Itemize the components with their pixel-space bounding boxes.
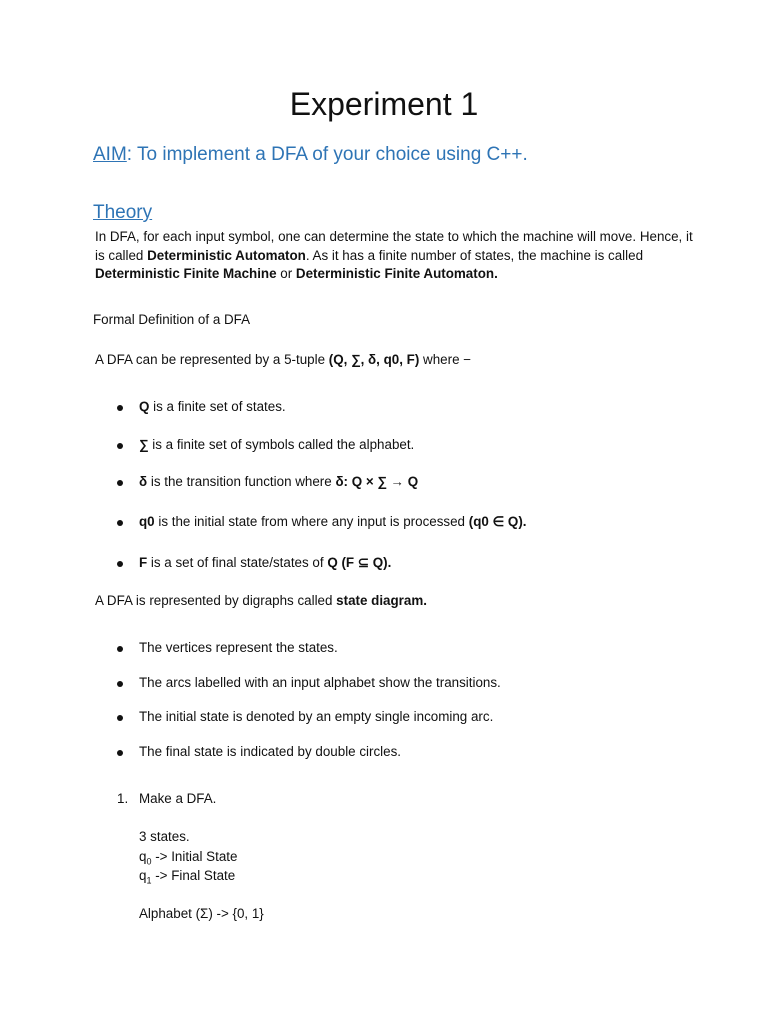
- tuple-bold: (Q, ∑, δ, q0, F): [328, 352, 420, 367]
- task-states: 3 states.: [139, 829, 190, 844]
- tuple-suffix: where −: [419, 352, 472, 367]
- theory-text-3: or: [276, 266, 296, 281]
- theory-text-1: In DFA, for each input symbol, one can determine the state to which the machine will move. Hence, it is called: [95, 229, 693, 263]
- def-item-sigma: ∑ is a finite set of symbols called the alphabet.: [139, 437, 415, 452]
- diagram-item: The arcs labelled with an input alphabet show the transitions.: [139, 675, 501, 690]
- theory-bold-2: Deterministic Finite Machine: [95, 266, 277, 281]
- task-alphabet: Alphabet (Σ) -> {0, 1}: [139, 906, 264, 921]
- theory-text-2: . As it has a finite number of states, the machine is called: [305, 247, 644, 263]
- def-item-q: Q is a finite set of states.: [139, 399, 286, 414]
- bullet-dot: [117, 443, 123, 449]
- bullet-dot: [117, 405, 123, 411]
- task-q1: $q_1$ -> Final State: [139, 868, 236, 886]
- digraph-text: A DFA is represented by digraphs called: [95, 593, 337, 608]
- page-title: Experiment 1: [289, 86, 479, 122]
- bullet-dot: [117, 715, 123, 721]
- theory-heading: Theory: [93, 202, 153, 223]
- bullet-dot: [117, 520, 123, 526]
- theory-bold-1: Deterministic Automaton: [147, 247, 306, 263]
- formal-definition-heading: Formal Definition of a DFA: [93, 312, 251, 327]
- diagram-item: The vertices represent the states.: [139, 640, 338, 655]
- bullet-dot: [117, 480, 123, 486]
- digraph-bold: state diagram.: [336, 593, 427, 608]
- diagram-item: The final state is indicated by double circles.: [139, 744, 402, 759]
- task-q0: $q_0$ -> Initial State: [139, 849, 238, 867]
- task-number: 1.: [117, 791, 129, 806]
- aim-label: AIM: [93, 144, 127, 165]
- aim-line: [93, 144, 528, 166]
- digraph-line: [95, 593, 427, 608]
- bullet-dot: [117, 681, 123, 687]
- bullet-dot: [117, 646, 123, 652]
- def-item-f: F is a set of final state/states of Q (F ⊆ Q).: [139, 555, 392, 570]
- bullet-dot: [117, 750, 123, 756]
- theory-bold-3: Deterministic Finite Automaton.: [295, 266, 498, 281]
- aim-separator: :: [126, 144, 137, 165]
- def-item-q0: q0 is the initial state from where any input is processed (q0 ∈ Q).: [139, 514, 527, 529]
- tuple-text: A DFA can be represented by a 5-tuple: [95, 352, 329, 367]
- def-item-delta: δ is the transition function where δ: Q × ∑ → Q: [139, 474, 419, 489]
- theory-paragraph: [95, 228, 695, 284]
- tuple-line: [95, 352, 471, 367]
- bullet-dot: [117, 561, 123, 567]
- diagram-item: The initial state is denoted by an empty single incoming arc.: [139, 709, 494, 724]
- aim-text: To implement a DFA of your choice using C++.: [137, 144, 528, 165]
- task-title: Make a DFA.: [139, 791, 217, 806]
